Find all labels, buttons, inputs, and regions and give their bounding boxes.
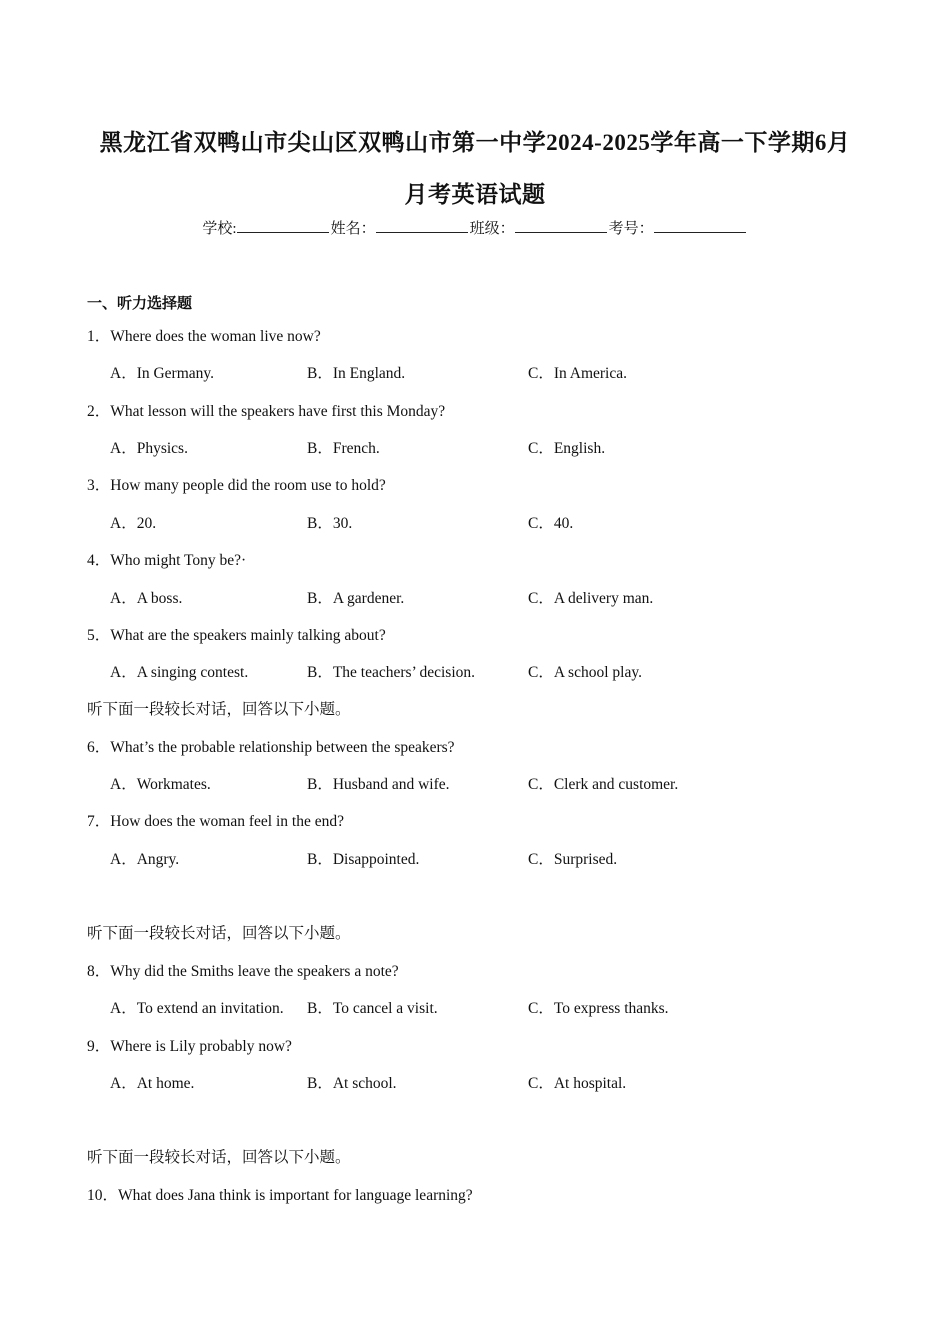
question: 1．Where does the woman live now? — [87, 328, 321, 345]
option-c: C．A school play. — [528, 664, 642, 681]
section-instruction: 听下面一段较长对话，回答以下小题。 — [87, 1149, 351, 1166]
option-b: B．30. — [307, 515, 353, 532]
question: 5．What are the speakers mainly talking about? — [87, 627, 386, 644]
class-blank — [515, 218, 607, 233]
option-c: C．To express thanks. — [528, 1000, 669, 1017]
option-b: B．Disappointed. — [307, 851, 420, 868]
option-a: A．Workmates. — [110, 776, 211, 793]
number-label: 考号： — [608, 221, 654, 237]
option-b: B．French. — [307, 440, 380, 457]
section-heading: 一、听力选择题 — [87, 296, 193, 312]
class-label: 班级： — [469, 221, 515, 237]
option-b: B．The teachers’ decision. — [307, 664, 475, 681]
name-blank — [376, 218, 468, 233]
question: 2．What lesson will the speakers have first this Monday? — [87, 403, 446, 420]
option-a: A．Angry. — [110, 851, 180, 868]
option-c: C．Clerk and customer. — [528, 776, 679, 793]
student-info — [0, 217, 950, 238]
option-a: A．In Germany. — [110, 365, 215, 382]
school-blank — [237, 218, 329, 233]
question: 8．Why did the Smiths leave the speakers a note? — [87, 963, 399, 980]
option-c: C．A delivery man. — [528, 590, 654, 607]
page-title-line2: 月考英语试题 — [404, 182, 546, 207]
school-label: 学校: — [202, 221, 237, 237]
option-c: C．Surprised. — [528, 851, 618, 868]
section-instruction: 听下面一段较长对话，回答以下小题。 — [87, 925, 351, 942]
question: 9．Where is Lily probably now? — [87, 1038, 292, 1055]
option-c: C．English. — [528, 440, 606, 457]
name-label: 姓名： — [330, 221, 376, 237]
option-a: A．To extend an invitation. — [110, 1000, 284, 1017]
option-a: A．At home. — [110, 1075, 195, 1092]
question: 6．What’s the probable relationship between the speakers? — [87, 739, 455, 756]
section-instruction: 听下面一段较长对话，回答以下小题。 — [87, 701, 351, 718]
option-c: C．In America. — [528, 365, 628, 382]
question: 10．What does Jana think is important for language learning? — [87, 1187, 473, 1204]
option-b: B．To cancel a visit. — [307, 1000, 438, 1017]
question: 3．How many people did the room use to hold? — [87, 477, 386, 494]
question: 4．Who might Tony be?· — [87, 552, 247, 569]
option-c: C．At hospital. — [528, 1075, 627, 1092]
number-blank — [654, 218, 746, 233]
option-b: B．A gardener. — [307, 590, 405, 607]
question: 7．How does the woman feel in the end? — [87, 813, 344, 830]
option-a: A．20. — [110, 515, 157, 532]
option-b: B．In England. — [307, 365, 406, 382]
page-title: 黑龙江省双鸭山市尖山区双鸭山市第一中学2024-2025学年高一下学期6月 — [99, 130, 851, 155]
option-a: A．A singing contest. — [110, 664, 249, 681]
option-a: A．A boss. — [110, 590, 183, 607]
option-b: B．At school. — [307, 1075, 397, 1092]
option-a: A．Physics. — [110, 440, 188, 457]
option-b: B．Husband and wife. — [307, 776, 450, 793]
option-c: C．40. — [528, 515, 574, 532]
